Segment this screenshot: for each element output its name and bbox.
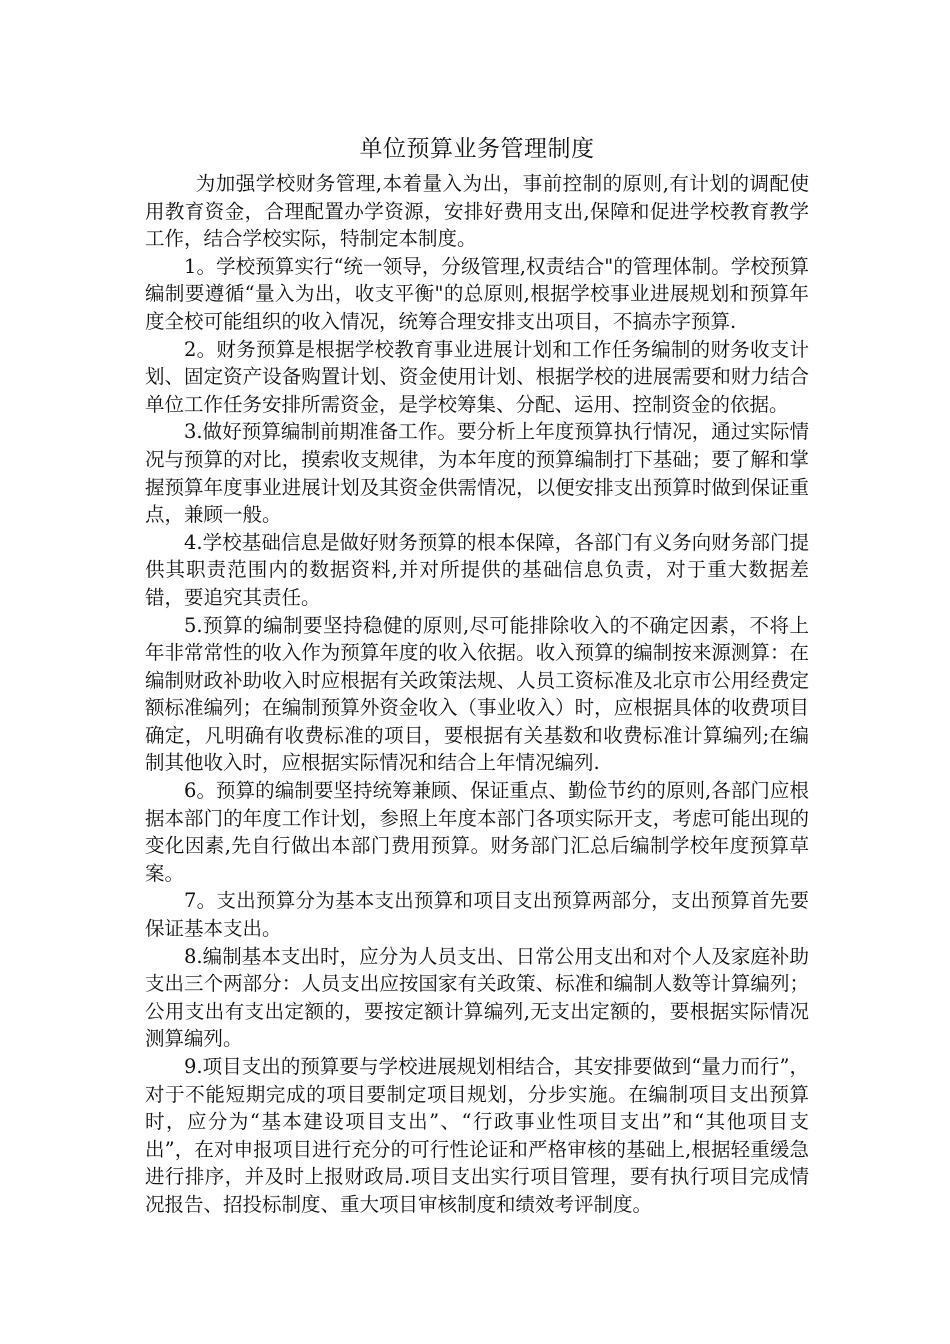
paragraph-intro: 为加强学校财务管理,本着量入为出，事前控制的原则,有计划的调配使用教育资金，合理配置办学资源，安排好费用支出,保障和促进学校教育教学工作，结合学校实际，特制定本制度。 xyxy=(145,172,809,251)
paragraph-item-4: 4.学校基础信息是做好财务预算的根本保障，各部门有义务向财务部门提供其职责范围内的数据资料,并对所提供的基础信息负责，对于重大数据差错，要追究其责任。 xyxy=(145,530,809,609)
paragraph-item-7: 7。支出预算分为基本支出预算和项目支出预算两部分，支出预算首先要保证基本支出。 xyxy=(145,889,809,941)
paragraph-item-6: 6。预算的编制要坚持统筹兼顾、保证重点、勤俭节约的原则,各部门应根据本部门的年度工作计划，参照上年度本部门各项实际开支，考虑可能出现的变化因素,先自行做出本部门费用预算。财务部门汇总后编制学校年度预算草案。 xyxy=(145,779,809,885)
document-body xyxy=(145,132,809,1219)
paragraph-item-1: 1。学校预算实行“统一领导，分级管理,权责结合"的管理体制。学校预算编制要遵循“量入为出，收支平衡"的总原则,根据学校事业进展规划和预算年度全校可能组织的收入情况，统筹合理安排支出项目，不搞赤字预算. xyxy=(145,254,809,333)
paragraph-item-3: 3.做好预算编制前期准备工作。要分析上年度预算执行情况，通过实际情况与预算的对比，摸索收支规律，为本年度的预算编制打下基础；要了解和掌握预算年度事业进展计划及其资金供需情况，以便安排支出预算时做到保证重点，兼顾一般。 xyxy=(145,420,809,527)
paragraph-item-2: 2。财务预算是根据学校教育事业进展计划和工作任务编制的财务收支计划、固定资产设备购置计划、资金使用计划、根据学校的进展需要和财力结合单位工作任务安排所需资金，是学校筹集、分配、运用、控制资金的依据。 xyxy=(145,337,809,416)
paragraph-item-5: 5.预算的编制要坚持稳健的原则,尽可能排除收入的不确定因素，不将上年非常常性的收入作为预算年度的收入依据。收入预算的编制按来源测算：在编制财政补助收入时应根据有关政策法规、人员工资标准及北京市公用经费定额标准编列；在编制预算外资金收入（事业收入）时，应根据具体的收费项目确定，凡明确有收费标准的项目，要根据有关基数和收费标准计算编列;在编制其他收入时，应根据实际情况和结合上年情况编列. xyxy=(145,613,809,775)
paragraph-item-9: 9.项目支出的预算要与学校进展规划相结合，其安排要做到“量力而行”，对于不能短期完成的项目要制定项目规划，分步实施。在编制项目支出预算时，应分为“基本建设项目支出”、“行政事业性项目支出”和“其他项目支出”，在对申报项目进行充分的可行性论证和严格审核的基础上,根据轻重缓急进行排序，并及时上报财政局.项目支出实行项目管理，要有执行项目完成情况报告、招投标制度、重大项目审核制度和绩效考评制度。 xyxy=(145,1055,809,1216)
paragraph-item-8: 8.编制基本支出时，应分为人员支出、日常公用支出和对个人及家庭补助支出三个两部分：人员支出应按国家有关政策、标准和编制人数等计算编列；公用支出有支出定额的，要按定额计算编列,无支出定额的，要根据实际情况测算编列。 xyxy=(145,944,809,1051)
document-title: 单位预算业务管理制度 xyxy=(359,136,595,162)
